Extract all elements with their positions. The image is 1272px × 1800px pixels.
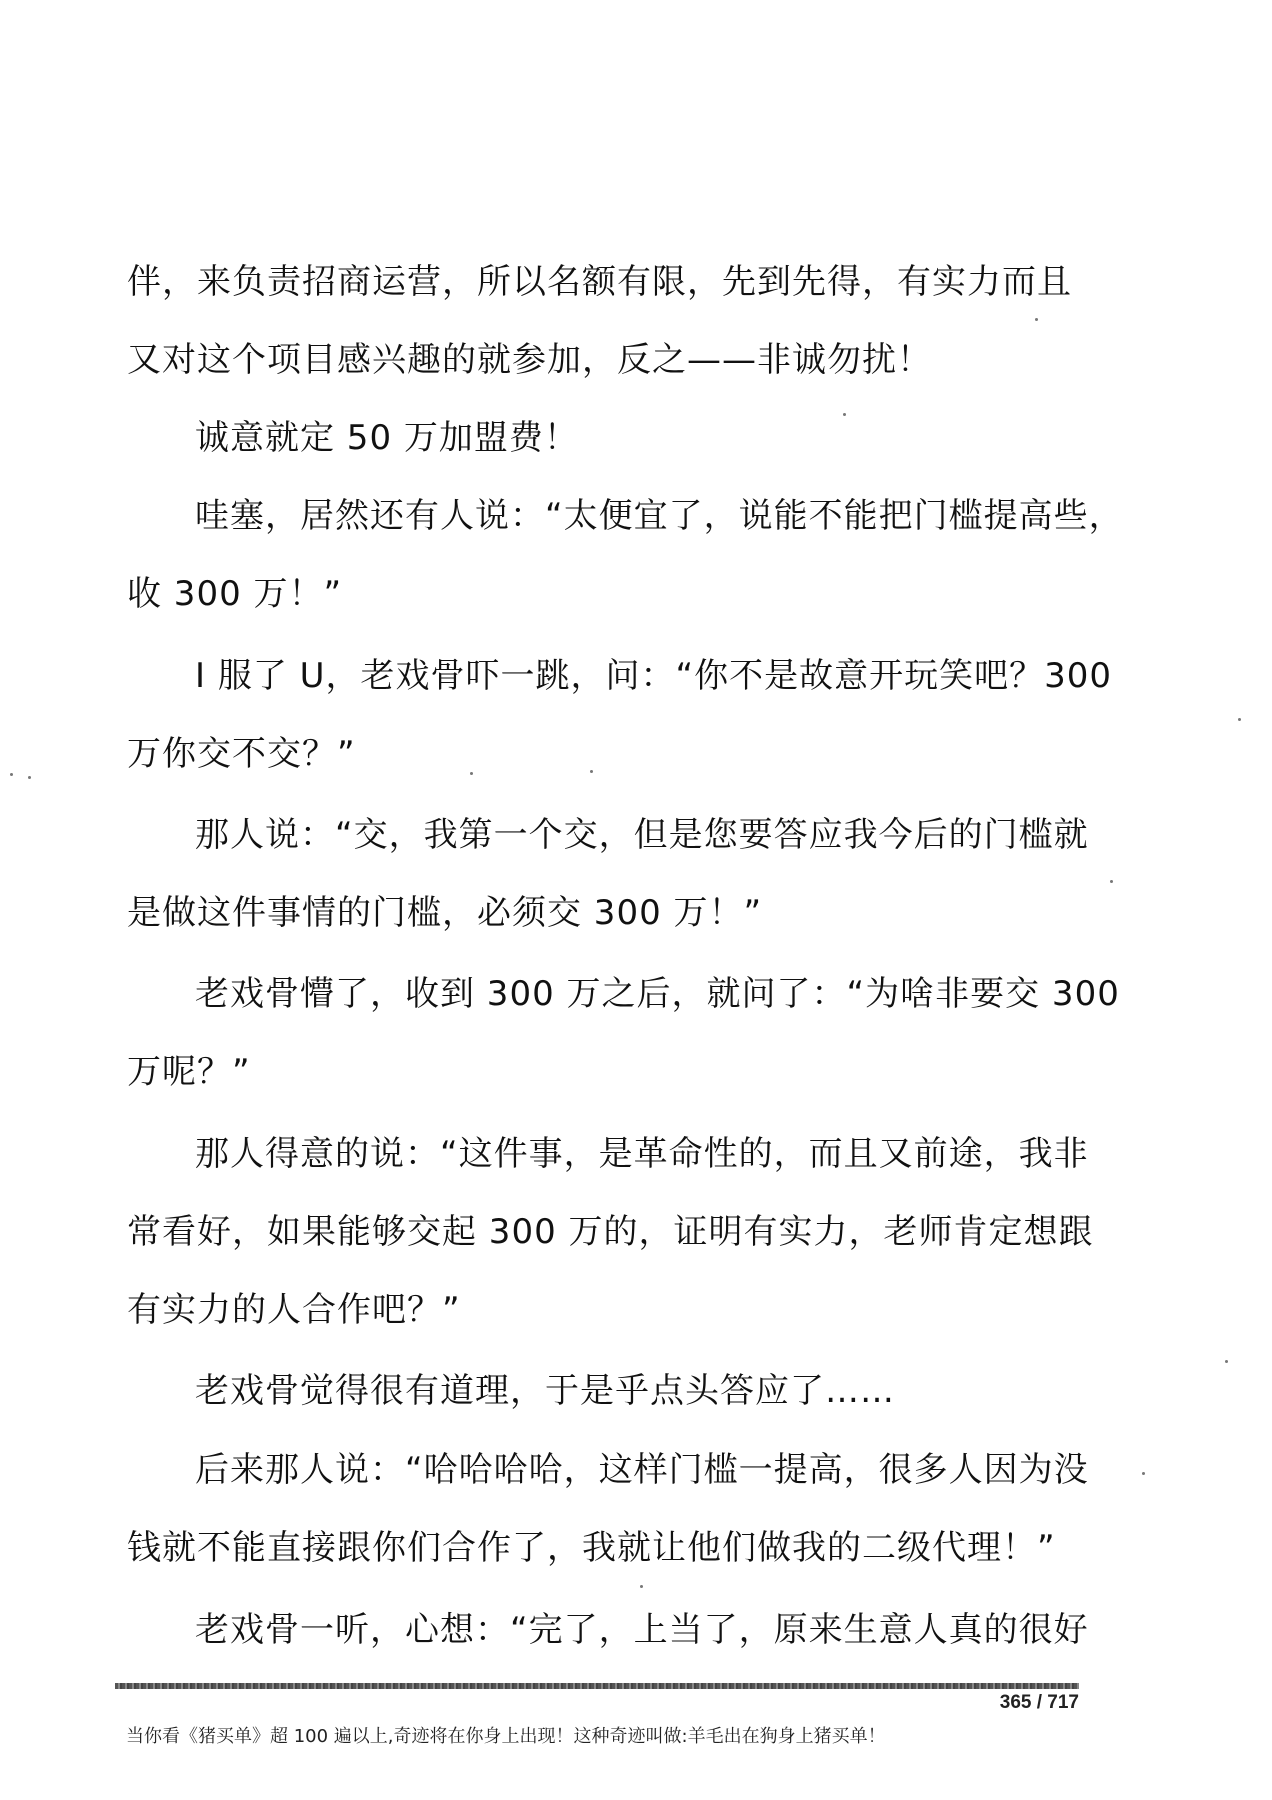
text-line: 老戏骨一听，心想：“完了，上当了，原来生意人真的很好 xyxy=(195,1610,1089,1650)
text-line: 后来那人说：“哈哈哈哈，这样门槛一提高，很多人因为没 xyxy=(195,1450,1089,1490)
scan-speck xyxy=(1238,718,1241,721)
text-line: 又对这个项目感兴趣的就参加，反之——非诚勿扰！ xyxy=(127,340,932,380)
text-line: 哇塞，居然还有人说：“太便宜了，说能不能把门槛提高些， xyxy=(195,496,1124,536)
scan-speck xyxy=(1110,880,1113,883)
text-line: 诚意就定 50 万加盟费！ xyxy=(195,418,579,458)
text-line: I 服了 U，老戏骨吓一跳，问：“你不是故意开玩笑吧？300 xyxy=(195,656,1113,696)
scan-speck xyxy=(28,776,31,779)
text-line: 收 300 万！” xyxy=(127,574,343,614)
scan-speck xyxy=(640,1585,643,1588)
text-line: 钱就不能直接跟你们合作了，我就让他们做我的二级代理！” xyxy=(127,1528,1056,1568)
footer-divider xyxy=(115,1683,1079,1689)
scan-speck xyxy=(10,773,13,776)
scan-speck xyxy=(1225,1360,1228,1363)
scan-speck xyxy=(470,772,473,775)
scan-speck xyxy=(590,770,593,773)
text-line: 老戏骨懵了，收到 300 万之后，就问了：“为啥非要交 300 xyxy=(195,974,1120,1014)
text-line: 老戏骨觉得很有道理，于是乎点头答应了…… xyxy=(195,1371,895,1411)
text-line: 那人得意的说：“这件事，是革命性的，而且又前途，我非 xyxy=(195,1134,1089,1174)
text-line: 伴，来负责招商运营，所以名额有限，先到先得，有实力而且 xyxy=(127,262,1072,302)
footer-text: 当你看《猪买单》超 100 遍以上,奇迹将在你身上出现！这种奇迹叫做:羊毛出在狗身上猪买单！ xyxy=(126,1726,886,1747)
text-line: 万你交不交？” xyxy=(127,734,356,774)
text-line: 是做这件事情的门槛，必须交 300 万！” xyxy=(127,893,763,933)
page-number: 365 / 717 xyxy=(999,1692,1079,1713)
text-line: 万呢？” xyxy=(127,1052,251,1092)
scan-speck xyxy=(1142,1472,1145,1475)
scan-speck xyxy=(1035,318,1038,321)
text-line: 常看好，如果能够交起 300 万的，证明有实力，老师肯定想跟 xyxy=(127,1212,1094,1252)
scan-speck xyxy=(843,413,846,416)
text-line: 那人说：“交，我第一个交，但是您要答应我今后的门槛就 xyxy=(195,815,1089,855)
text-line: 有实力的人合作吧？” xyxy=(127,1290,461,1330)
